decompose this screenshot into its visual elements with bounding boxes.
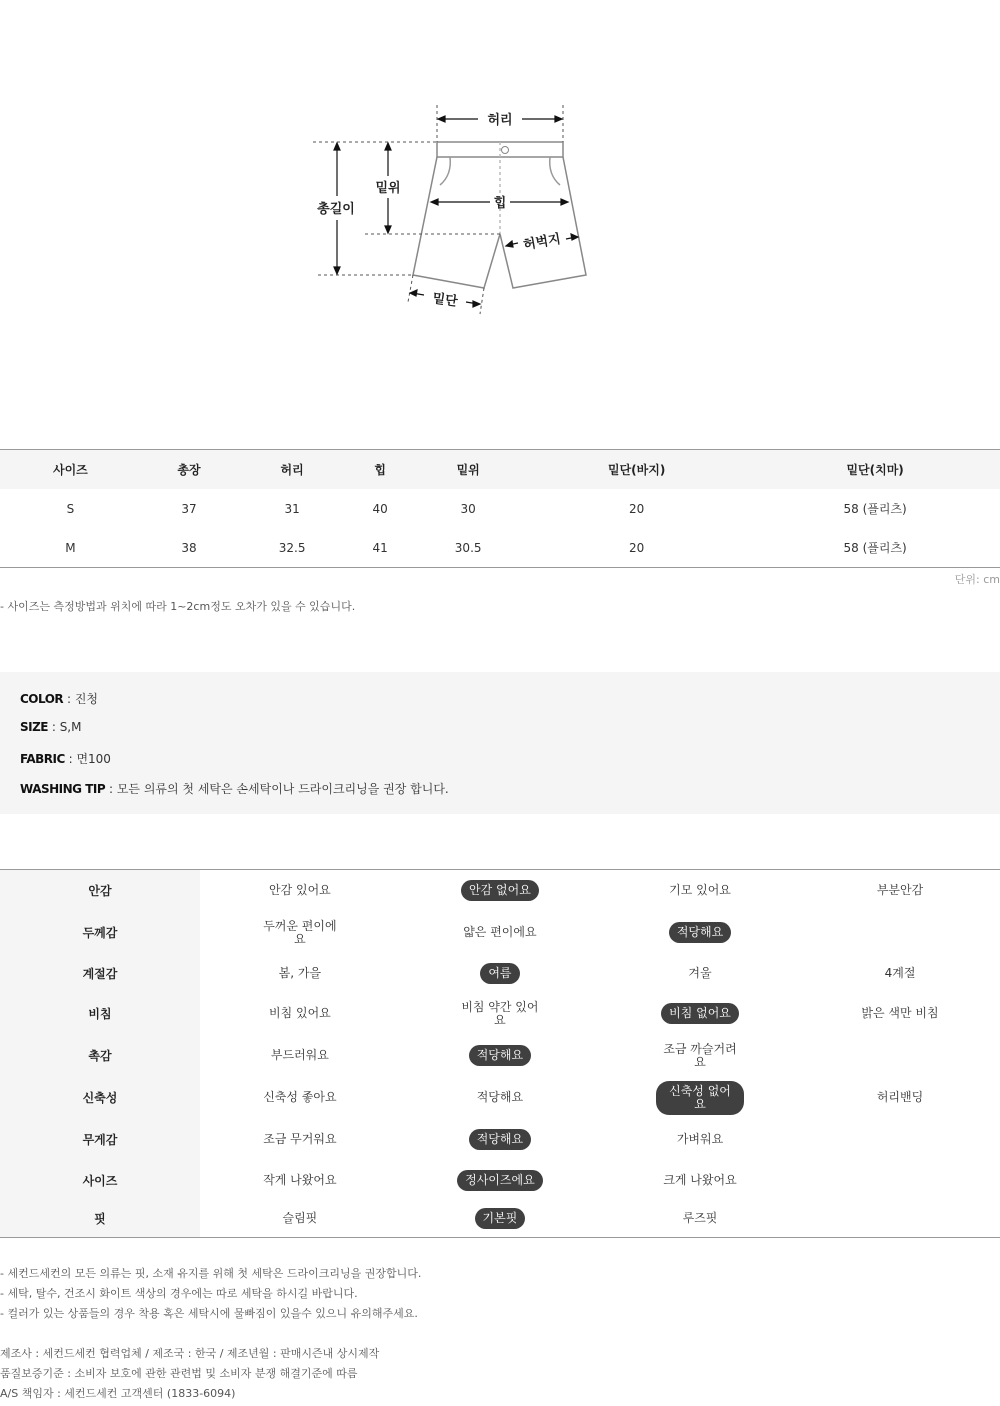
feel-option-cell [600, 1119, 800, 1161]
feel-option-cell [800, 1035, 1000, 1077]
table-row [0, 954, 1000, 993]
shorts-measurement-diagram [300, 95, 600, 325]
option-label: 기모 있어요 [669, 883, 731, 898]
size-table-header [0, 450, 1000, 490]
feel-option-cell [200, 1200, 400, 1238]
feel-option-cell [600, 912, 800, 954]
selected-option-badge: 안감 없어요 [461, 880, 539, 901]
size-cell: S [66, 501, 75, 516]
feel-option-cell [600, 870, 800, 912]
size-header-cell: 허리 [237, 450, 347, 490]
feel-option-cell [400, 870, 600, 912]
feel-option-cell [800, 954, 1000, 993]
footer-notes [0, 1266, 421, 1406]
feel-option-cell [800, 870, 1000, 912]
size-header-cell: 사이즈 [0, 450, 141, 490]
selected-option-badge: 여름 [480, 963, 519, 984]
size-cell: 58 (플리츠) [843, 502, 907, 516]
selected-option-badge: 적당해요 [469, 1129, 531, 1150]
feel-option-cell [600, 993, 800, 1035]
size-cell: 30 [460, 501, 476, 516]
size-cell: 41 [372, 540, 388, 555]
fabric-feel-table [0, 869, 1000, 1238]
feel-option-cell [600, 1200, 800, 1238]
spec-fabric-value: : 면100 [64, 752, 111, 766]
feel-option-cell [200, 1035, 400, 1077]
spec-washing-value: : 모든 의류의 첫 세탁은 손세탁이나 드라이크리닝을 권장 합니다. [105, 782, 449, 796]
feel-option-cell [200, 870, 400, 912]
feel-row-label: 두께감 [0, 912, 200, 954]
feel-option-cell [400, 1161, 600, 1200]
selected-option-badge: 정사이즈에요 [457, 1170, 543, 1191]
option-label: 부분안감 [876, 883, 924, 898]
spec-washing-label: WASHING TIP [20, 782, 106, 796]
feel-row-label: 안감 [0, 870, 200, 912]
feel-option-cell [800, 912, 1000, 954]
option-label: 신축성 좋아요 [263, 1090, 337, 1104]
selected-option-badge: 비침 없어요 [661, 1003, 739, 1024]
option-label: 적당해요 [476, 1090, 524, 1104]
unit-label: 단위: cm [954, 573, 1000, 586]
size-header-cell: 밑단(바지) [523, 450, 750, 490]
diagram-label-length: 총길이 [317, 202, 355, 217]
option-label: 두꺼운 편이에요 [263, 918, 337, 946]
feel-row-label: 사이즈 [0, 1161, 200, 1200]
selected-option-badge: 기본핏 [475, 1208, 526, 1229]
feel-option-cell [200, 1119, 400, 1161]
footer-line: - 컬러가 있는 상품들의 경우 착용 혹은 세탁시에 물빠짐이 있을수 있으니 유의해주세요. [0, 1307, 418, 1320]
feel-option-cell [400, 1119, 600, 1161]
option-label: 봄, 가을 [278, 965, 322, 980]
product-spec-box [0, 672, 1000, 814]
option-label: 얇은 편이에요 [463, 925, 537, 939]
table-row [0, 1200, 1000, 1238]
feel-row-label: 무게감 [0, 1119, 200, 1161]
option-label: 밝은 색만 비침 [861, 1006, 939, 1020]
size-cell: 32.5 [278, 540, 306, 555]
feel-option-cell [200, 993, 400, 1035]
feel-option-cell [800, 993, 1000, 1035]
table-row [0, 1161, 1000, 1200]
feel-row-label: 신축성 [0, 1077, 200, 1119]
diagram-label-hip: 힙 [493, 196, 507, 211]
feel-option-cell [200, 1077, 400, 1119]
feel-option-cell [800, 1200, 1000, 1238]
table-row [0, 1035, 1000, 1077]
spec-fabric [20, 750, 111, 767]
diagram-label-thigh: 허벅지 [522, 231, 562, 254]
feel-option-cell [400, 912, 600, 954]
option-label: 비침 약간 있어요 [461, 999, 539, 1027]
diagram-label-rise: 밑위 [375, 181, 401, 196]
size-cell: 40 [372, 501, 388, 516]
feel-row-label: 핏 [0, 1200, 200, 1238]
spec-size [20, 720, 81, 734]
footer-line: - 세탁, 탈수, 건조시 화이트 색상의 경우에는 따로 세탁을 하시길 바랍니다. [0, 1287, 358, 1300]
size-header-cell: 밑위 [413, 450, 523, 490]
option-label: 허리밴딩 [876, 1090, 924, 1104]
feel-option-cell [800, 1077, 1000, 1119]
selected-option-badge: 적당해요 [669, 922, 731, 943]
size-cell: 30.5 [454, 540, 482, 555]
size-cell: 38 [181, 540, 197, 555]
spec-fabric-label: FABRIC [20, 752, 65, 766]
feel-option-cell [400, 1035, 600, 1077]
table-row [0, 489, 1000, 528]
size-cell: M [65, 540, 76, 555]
spec-color-value: : 진청 [63, 692, 99, 706]
feel-option-cell [400, 1077, 600, 1119]
size-cell: 20 [629, 501, 645, 516]
footer-line: 품질보증기준 : 소비자 보호에 관한 관련법 및 소비자 분쟁 해결기준에 따름 [0, 1367, 358, 1380]
spec-size-label: SIZE [20, 720, 49, 734]
option-label: 조금 까슬거려요 [663, 1041, 737, 1069]
size-header-cell: 총장 [141, 450, 237, 490]
option-label: 4계절 [884, 965, 916, 980]
size-header-cell: 밑단(치마) [750, 450, 1000, 490]
size-table [0, 449, 1000, 568]
option-label: 루즈핏 [682, 1210, 718, 1225]
spec-color [20, 690, 98, 707]
feel-option-cell [200, 954, 400, 993]
footer-line: A/S 책임자 : 세컨드세컨 고객센터 (1833-6094) [0, 1387, 236, 1400]
selected-option-badge: 적당해요 [469, 1045, 531, 1066]
size-cell: 31 [284, 501, 300, 516]
size-note: - 사이즈는 측정방법과 위치에 따라 1~2cm정도 오차가 있을 수 있습니다. [0, 600, 356, 613]
option-label: 비침 있어요 [268, 1006, 331, 1020]
table-row [0, 870, 1000, 912]
feel-option-cell [400, 1200, 600, 1238]
table-row [0, 528, 1000, 568]
option-label: 작게 나왔어요 [263, 1172, 337, 1187]
diagram-label-waist: 허리 [487, 113, 513, 128]
spec-color-label: COLOR [20, 692, 64, 706]
feel-option-cell [400, 954, 600, 993]
option-label: 부드러워요 [270, 1048, 329, 1062]
table-row [0, 1119, 1000, 1161]
size-cell: 20 [629, 540, 645, 555]
feel-option-cell [600, 1161, 800, 1200]
diagram-label-hem: 밑단 [431, 291, 459, 310]
option-label: 가벼워요 [676, 1132, 724, 1146]
feel-row-label: 비침 [0, 993, 200, 1035]
feel-option-cell [600, 1035, 800, 1077]
spec-washing [20, 780, 449, 797]
feel-option-cell [600, 1077, 800, 1119]
feel-option-cell [800, 1119, 1000, 1161]
size-cell: 37 [181, 501, 197, 516]
table-row [0, 1077, 1000, 1119]
feel-option-cell [200, 912, 400, 954]
feel-option-cell [400, 993, 600, 1035]
option-label: 조금 무거워요 [263, 1132, 337, 1146]
feel-option-cell [200, 1161, 400, 1200]
size-cell: 58 (플리츠) [843, 541, 907, 555]
footer-line [0, 1326, 421, 1346]
option-label: 슬림핏 [282, 1210, 318, 1225]
table-row [0, 912, 1000, 954]
size-header-cell: 힙 [347, 450, 413, 490]
option-label: 겨울 [688, 965, 712, 980]
option-label: 안감 있어요 [268, 883, 331, 898]
feel-option-cell [800, 1161, 1000, 1200]
feel-row-label: 계절감 [0, 954, 200, 993]
feel-option-cell [600, 954, 800, 993]
spec-size-value: : S,M [48, 720, 82, 734]
footer-line: 제조사 : 세컨드세컨 협력업체 / 제조국 : 한국 / 제조년월 : 판매시즌내 상시제작 [0, 1347, 380, 1360]
option-label: 크게 나왔어요 [663, 1172, 737, 1187]
selected-option-badge: 신축성 없어요 [656, 1081, 744, 1115]
table-row [0, 993, 1000, 1035]
feel-row-label: 촉감 [0, 1035, 200, 1077]
footer-line: - 세컨드세컨의 모든 의류는 핏, 소재 유지를 위해 첫 세탁은 드라이크리닝을 권장합니다. [0, 1267, 422, 1280]
